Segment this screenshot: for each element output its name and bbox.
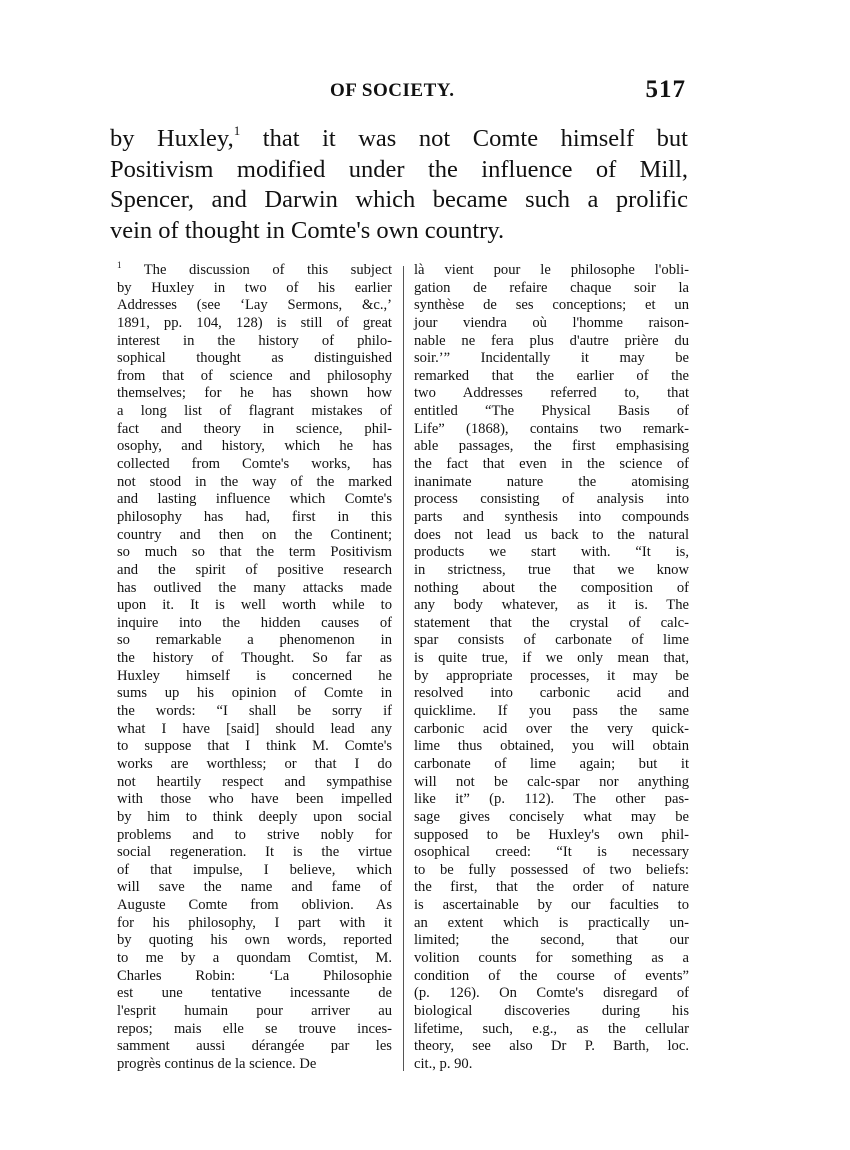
footnote-line	[414, 368, 689, 386]
footnote-line-text: able passages, the first emphasising	[414, 438, 689, 455]
footnote-line-text: osophy, and history, which he has	[117, 438, 392, 455]
footnote-line-text: by quoting his own words, reported	[117, 932, 392, 949]
footnote-line	[117, 350, 392, 368]
footnote-line-text: 1891, pp. 104, 128) is still of great	[117, 314, 392, 331]
footnote-line-text: entitled “The Physical Basis of	[414, 403, 689, 420]
footnote-line	[117, 1021, 392, 1039]
footnote-line	[117, 968, 392, 986]
footnote-line-text: not heartily respect and sympathise	[117, 773, 392, 790]
footnote-block	[117, 262, 689, 1082]
footnote-line-text: like it” (p. 112). The other pas-	[414, 791, 689, 808]
footnote-line	[117, 438, 392, 456]
footnote-marker: 1	[117, 260, 122, 270]
footnote-line-text: carbonate of lime again; but it	[414, 755, 689, 772]
footnote-line-text: nable ne fera plus d'autre prière du	[414, 332, 689, 349]
footnote-line-text: philosophy has had, first in this	[117, 508, 392, 525]
footnote-line	[117, 403, 392, 421]
footnote-line	[117, 668, 392, 686]
footnote-line-text: interest in the history of philo-	[117, 332, 392, 349]
body-line: Positivism modified under the influence of Mill,	[110, 155, 688, 183]
footnote-line-text: samment aussi dérangée par les	[117, 1038, 392, 1055]
footnote-line	[414, 721, 689, 739]
footnote-line-text: supposed to be Huxley's own phil-	[414, 826, 689, 843]
footnote-line	[414, 280, 689, 298]
footnote-line-text: biological discoveries during his	[414, 1002, 689, 1019]
footnote-line	[414, 668, 689, 686]
footnote-line-text: from that of science and philosophy	[117, 367, 392, 384]
footnote-line-text: parts and synthesis into compounds	[414, 508, 689, 525]
footnote-line	[414, 580, 689, 598]
footnote-line-text: volition counts for something as a	[414, 949, 689, 966]
footnote-line	[414, 333, 689, 351]
footnote-line	[117, 703, 392, 721]
footnote-line	[117, 562, 392, 580]
footnote-line-text: and lasting influence which Comte's	[117, 491, 392, 508]
footnote-line	[414, 615, 689, 633]
footnote-line-text: any body whatever, as it is. The	[414, 597, 689, 614]
footnote-line	[414, 438, 689, 456]
footnote-line	[117, 862, 392, 880]
footnote-line	[117, 1056, 392, 1074]
footnote-line	[117, 950, 392, 968]
footnote-line	[117, 791, 392, 809]
footnote-line	[414, 897, 689, 915]
footnote-line	[414, 791, 689, 809]
footnote-line	[117, 685, 392, 703]
footnote-line-text: gation de refaire chaque soir la	[414, 279, 689, 296]
footnote-line	[414, 562, 689, 580]
footnote-line	[414, 527, 689, 545]
footnote-line	[414, 650, 689, 668]
footnote-line-text: has outlived the many attacks made	[117, 579, 392, 596]
footnote-line	[117, 456, 392, 474]
footnote-line	[117, 738, 392, 756]
footnote-line-text: by appropriate processes, it may be	[414, 667, 689, 684]
body-paragraph	[110, 124, 688, 246]
footnote-line-text: spar consists of carbonate of lime	[414, 632, 689, 649]
footnote-line-text: lifetime, such, e.g., as the cellular	[414, 1020, 689, 1037]
footnote-line	[117, 597, 392, 615]
footnote-line	[117, 315, 392, 333]
footnote-line-text: soir.’” Incidentally it may be	[414, 350, 689, 367]
footnote-line	[117, 632, 392, 650]
footnote-line-text: (p. 126). On Comte's disregard of	[414, 985, 689, 1002]
footnote-line-text: lime thus obtained, you will obtain	[414, 738, 689, 755]
footnote-line-text: l'esprit humain pour arriver au	[117, 1002, 392, 1019]
footnote-line-text: repos; mais elle se trouve inces-	[117, 1020, 392, 1037]
footnote-line-text: synthèse de ses conceptions; et un	[414, 297, 689, 314]
footnote-line	[414, 491, 689, 509]
footnote-line	[117, 333, 392, 351]
footnote-line-text: Addresses (see ‘Lay Sermons, &c.,’	[117, 297, 392, 314]
footnote-line-text: works are worthless; or that I do	[117, 755, 392, 772]
footnote-line-text: condition of the course of events”	[414, 967, 689, 984]
footnote-line	[414, 968, 689, 986]
page-number: 517	[645, 76, 686, 103]
footnote-line-text: country and then on the Continent;	[117, 526, 392, 543]
footnote-line	[414, 456, 689, 474]
footnote-line-text: Huxley himself is concerned he	[117, 667, 392, 684]
footnote-line-text: process consisting of analysis into	[414, 491, 689, 508]
footnote-line-text: not stood in the way of the marked	[117, 473, 392, 490]
footnote-line	[414, 1038, 689, 1056]
footnote-line-text: limited; the second, that our	[414, 932, 689, 949]
footnote-line	[414, 315, 689, 333]
footnote-line	[117, 650, 392, 668]
footnote-line-text: with those who have been impelled	[117, 791, 392, 808]
footnote-line	[414, 774, 689, 792]
footnote-column-left	[117, 262, 392, 1073]
footnote-line	[414, 509, 689, 527]
footnote-line	[414, 632, 689, 650]
footnote-line	[414, 738, 689, 756]
body-line-text: by Huxley,	[110, 125, 234, 152]
footnote-line-text: statement that the crystal of calc-	[414, 614, 689, 631]
footnote-line	[414, 421, 689, 439]
footnote-line-text: to be fully possessed of two beliefs:	[414, 861, 689, 878]
body-line: vein of thought in Comte's own country.	[110, 216, 505, 244]
footnote-line-text: carbonic acid over the very quick-	[414, 720, 689, 737]
footnote-line	[117, 297, 392, 315]
footnote-line	[117, 774, 392, 792]
footnote-line	[117, 474, 392, 492]
footnote-line	[117, 897, 392, 915]
footnote-line-text: the fact that even in the science of	[414, 456, 689, 473]
footnote-line-text: is quite true, if we only mean that,	[414, 650, 689, 667]
footnote-line-text: collected from Comte's works, has	[117, 456, 392, 473]
footnote-line-text: social regeneration. It is the virtue	[117, 844, 392, 861]
column-divider	[403, 266, 404, 1071]
footnote-line-text: osophical creed: “It is necessary	[414, 844, 689, 861]
footnote-line-text: theory, see also Dr P. Barth, loc.	[414, 1038, 689, 1055]
footnote-line	[414, 685, 689, 703]
running-title: OF SOCIETY.	[330, 80, 455, 101]
footnote-line	[117, 827, 392, 845]
footnote-line	[414, 809, 689, 827]
footnote-line-text: will not be calc-spar nor anything	[414, 773, 689, 790]
footnote-line	[117, 756, 392, 774]
footnote-line	[414, 385, 689, 403]
running-head	[108, 76, 688, 108]
footnote-line-text: in strictness, true that we know	[414, 561, 689, 578]
footnote-line	[117, 368, 392, 386]
footnote-line	[117, 985, 392, 1003]
footnote-line	[414, 1056, 689, 1074]
body-line-text: that it was not Comte himself but	[240, 125, 688, 152]
footnote-line	[414, 262, 689, 280]
footnote-line-text: by him to think deeply upon social	[117, 808, 392, 825]
footnote-line-text: sage gives concisely what may be	[414, 808, 689, 825]
footnote-line	[117, 385, 392, 403]
footnote-line	[117, 544, 392, 562]
footnote-line-text: upon it. It is well worth while to	[117, 597, 392, 614]
body-line	[110, 124, 688, 155]
footnote-line-text: by Huxley in two of his earlier	[117, 279, 392, 296]
footnote-line-text: and the spirit of positive research	[117, 561, 392, 578]
footnote-line	[117, 1003, 392, 1021]
footnote-line	[414, 703, 689, 721]
footnote-line-text: a long list of flagrant mistakes of	[117, 403, 392, 420]
footnote-line-text: to suppose that I think M. Comte's	[117, 738, 392, 755]
footnote-line	[414, 1021, 689, 1039]
footnote-line	[117, 1038, 392, 1056]
footnote-line-text: sophical thought as distinguished	[117, 350, 392, 367]
footnote-line-text: what I have [said] should lead any	[117, 720, 392, 737]
footnote-line-text: problems and to strive nobly for	[117, 826, 392, 843]
footnote-line	[414, 474, 689, 492]
footnote-line-text: products we start with. “It is,	[414, 544, 689, 561]
footnote-line	[414, 544, 689, 562]
footnote-line	[414, 1003, 689, 1021]
footnote-line-text: will save the name and fame of	[117, 879, 392, 896]
footnote-line-text: themselves; for he has shown how	[117, 385, 392, 402]
footnote-line-text: the first, that the order of nature	[414, 879, 689, 896]
footnote-line-text: sums up his opinion of Comte in	[117, 685, 392, 702]
footnote-line-text: inquire into the hidden causes of	[117, 614, 392, 631]
footnote-line-text: resolved into carbonic acid and	[414, 685, 689, 702]
footnote-line	[117, 809, 392, 827]
footnote-line-text: so remarkable a phenomenon in	[117, 632, 392, 649]
footnote-line	[414, 915, 689, 933]
footnote-line	[117, 262, 392, 280]
footnote-line	[117, 879, 392, 897]
footnote-line-text: inanimate nature the atomising	[414, 473, 689, 490]
footnote-line	[414, 827, 689, 845]
footnote-line	[117, 721, 392, 739]
footnote-line	[117, 932, 392, 950]
footnote-line	[414, 403, 689, 421]
footnote-line-text: does not lead us back to the natural	[414, 526, 689, 543]
footnote-line	[414, 985, 689, 1003]
footnote-line-text: to me by a quondam Comtist, M.	[117, 949, 392, 966]
footnote-line-text: Auguste Comte from oblivion. As	[117, 897, 392, 914]
footnote-line-text: the history of Thought. So far as	[117, 650, 392, 667]
footnote-line	[117, 421, 392, 439]
footnote-line	[414, 879, 689, 897]
footnote-line-text: fact and theory in science, phil-	[117, 420, 392, 437]
footnote-line-text: jour viendra où l'homme raison-	[414, 314, 689, 331]
footnote-line-text: the words: “I shall be sorry if	[117, 703, 392, 720]
footnote-line	[117, 615, 392, 633]
footnote-line-text: quicklime. If you pass the same	[414, 703, 689, 720]
footnote-line-text: nothing about the composition of	[414, 579, 689, 596]
footnote-line	[414, 844, 689, 862]
footnote-line-text: Charles Robin: ‘La Philosophie	[117, 967, 392, 984]
footnote-column-right	[414, 262, 689, 1073]
footnote-line	[117, 844, 392, 862]
footnote-line-text: Life” (1868), contains two remark-	[414, 420, 689, 437]
footnote-line-text: The discussion of this subject	[121, 262, 392, 278]
footnote-reference[interactable]: 1	[233, 123, 241, 138]
footnote-line	[117, 915, 392, 933]
footnote-line	[117, 491, 392, 509]
footnote-line	[414, 597, 689, 615]
footnote-line	[414, 756, 689, 774]
body-line: Spencer, and Darwin which became such a prolific	[110, 186, 688, 213]
footnote-line	[414, 862, 689, 880]
footnote-line-text: two Addresses referred to, that	[414, 385, 689, 402]
footnote-line-text: for his philosophy, I part with it	[117, 914, 392, 931]
footnote-line-text: progrès continus de la science. De	[117, 1055, 317, 1072]
footnote-line-text: an extent which is practically un-	[414, 914, 689, 931]
footnote-line-text: cit., p. 90.	[414, 1055, 473, 1072]
footnote-line	[117, 527, 392, 545]
footnote-line-text: là vient pour le philosophe l'obli-	[414, 262, 689, 278]
footnote-line-text: is ascertainable by our faculties to	[414, 897, 689, 914]
footnote-line-text: est une tentative incessante de	[117, 985, 392, 1002]
footnote-line	[117, 280, 392, 298]
footnote-line	[414, 297, 689, 315]
footnote-line-text: remarked that the earlier of the	[414, 367, 689, 384]
footnote-line	[414, 932, 689, 950]
footnote-line	[117, 509, 392, 527]
footnote-line-text: so much so that the term Positivism	[117, 544, 392, 561]
footnote-line	[414, 950, 689, 968]
footnote-line	[117, 580, 392, 598]
footnote-line	[414, 350, 689, 368]
footnote-line-text: of that impulse, I believe, which	[117, 861, 392, 878]
